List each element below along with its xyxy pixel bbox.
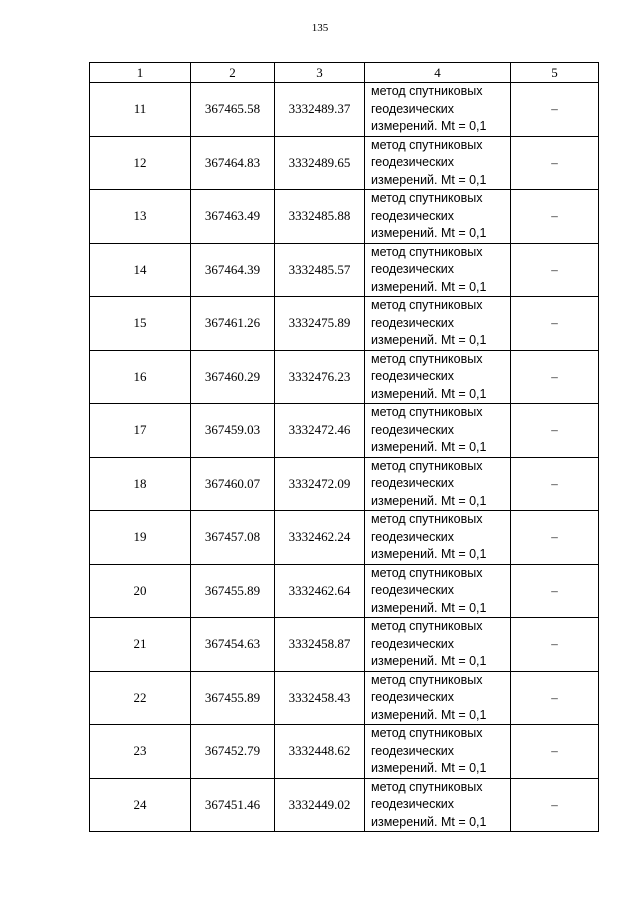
method-line: измерений. Mt = 0,1 <box>371 654 487 668</box>
method-line: измерений. Mt = 0,1 <box>371 333 487 347</box>
point-number-cell: 16 <box>90 350 191 404</box>
method-line: метод спутниковых <box>371 351 483 366</box>
method-cell <box>365 511 511 565</box>
method-line: метод спутниковых <box>371 726 483 740</box>
method-line: измерений. Mt = 0,1 <box>371 119 487 133</box>
note-cell: – <box>511 618 599 672</box>
table-row <box>90 350 599 404</box>
method-line: метод спутниковых <box>371 84 483 98</box>
method-cell <box>365 725 511 779</box>
note-cell: – <box>511 457 599 511</box>
method-line: метод спутниковых <box>371 191 483 205</box>
y-coordinate-cell: 3332485.57 <box>275 243 365 297</box>
method-cell <box>365 404 511 458</box>
method-line: измерений. Mt = 0,1 <box>371 600 487 615</box>
method-cell <box>365 457 511 511</box>
column-header-2: 2 <box>191 63 275 83</box>
method-line: метод спутниковых <box>371 298 483 312</box>
method-line: измерений. Mt = 0,1 <box>371 440 487 454</box>
method-line: геодезических <box>371 690 455 704</box>
method-line: геодезических <box>371 476 455 490</box>
method-line: измерений. Mt = 0,1 <box>371 226 487 240</box>
method-line: метод спутниковых <box>371 244 483 259</box>
point-number-cell: 14 <box>90 243 191 297</box>
point-number-cell: 22 <box>90 671 191 725</box>
table-row <box>90 725 599 779</box>
x-coordinate-cell: 367461.26 <box>191 297 275 351</box>
method-cell <box>365 243 511 297</box>
method-line: метод спутниковых <box>371 137 483 152</box>
note-cell: – <box>511 190 599 244</box>
y-coordinate-cell: 3332485.88 <box>275 190 365 244</box>
method-line: измерений. Mt = 0,1 <box>371 493 487 508</box>
y-coordinate-cell: 3332458.87 <box>275 618 365 672</box>
x-coordinate-cell: 367455.89 <box>191 564 275 618</box>
note-cell: – <box>511 404 599 458</box>
column-header-4: 4 <box>365 63 511 83</box>
x-coordinate-cell: 367464.39 <box>191 243 275 297</box>
method-line: геодезических <box>371 422 455 437</box>
page-number: 135 <box>311 22 329 34</box>
table-row <box>90 243 599 297</box>
method-cell <box>365 297 511 351</box>
x-coordinate-cell: 367464.83 <box>191 136 275 190</box>
note-cell: – <box>511 297 599 351</box>
y-coordinate-cell: 3332489.65 <box>275 136 365 190</box>
method-line: метод спутниковых <box>371 672 483 687</box>
method-cell <box>365 190 511 244</box>
y-coordinate-cell: 3332475.89 <box>275 297 365 351</box>
note-cell: – <box>511 83 599 137</box>
table-header <box>90 63 599 83</box>
point-number-cell: 21 <box>90 618 191 672</box>
point-number-cell: 19 <box>90 511 191 565</box>
x-coordinate-cell: 367460.29 <box>191 350 275 404</box>
method-cell <box>365 778 511 832</box>
y-coordinate-cell: 3332489.37 <box>275 83 365 137</box>
table-row <box>90 618 599 672</box>
point-number-cell: 23 <box>90 725 191 779</box>
method-line: метод спутниковых <box>371 458 483 473</box>
x-coordinate-cell: 367452.79 <box>191 725 275 779</box>
coordinates-table <box>89 62 599 832</box>
point-number-cell: 15 <box>90 297 191 351</box>
table-row <box>90 778 599 832</box>
x-coordinate-cell: 367463.49 <box>191 190 275 244</box>
table-row <box>90 83 599 137</box>
x-coordinate-cell: 367457.08 <box>191 511 275 565</box>
note-cell: – <box>511 564 599 618</box>
point-number-cell: 20 <box>90 564 191 618</box>
y-coordinate-cell: 3332472.09 <box>275 457 365 511</box>
point-number-cell: 11 <box>90 83 191 137</box>
point-number-cell: 24 <box>90 778 191 832</box>
y-coordinate-cell: 3332448.62 <box>275 725 365 779</box>
x-coordinate-cell: 367451.46 <box>191 778 275 832</box>
header-row <box>90 63 599 83</box>
method-cell <box>365 671 511 725</box>
y-coordinate-cell: 3332449.02 <box>275 778 365 832</box>
y-coordinate-cell: 3332472.46 <box>275 404 365 458</box>
method-line: измерений. Mt = 0,1 <box>371 279 487 294</box>
method-line: измерений. Mt = 0,1 <box>371 547 487 561</box>
column-header-5: 5 <box>511 63 599 83</box>
point-number-cell: 18 <box>90 457 191 511</box>
note-cell: – <box>511 243 599 297</box>
note-cell: – <box>511 725 599 779</box>
x-coordinate-cell: 367455.89 <box>191 671 275 725</box>
method-cell <box>365 83 511 137</box>
column-header-3: 3 <box>275 63 365 83</box>
method-cell <box>365 350 511 404</box>
method-line: геодезических <box>371 583 455 597</box>
y-coordinate-cell: 3332462.24 <box>275 511 365 565</box>
method-line: геодезических <box>371 743 455 758</box>
note-cell: – <box>511 350 599 404</box>
method-line: измерений. Mt = 0,1 <box>371 814 487 829</box>
point-number-cell: 17 <box>90 404 191 458</box>
method-line: измерений. Mt = 0,1 <box>371 761 487 775</box>
x-coordinate-cell: 367459.03 <box>191 404 275 458</box>
y-coordinate-cell: 3332458.43 <box>275 671 365 725</box>
method-line: измерений. Mt = 0,1 <box>371 172 487 187</box>
table-row <box>90 671 599 725</box>
column-header-1: 1 <box>90 63 191 83</box>
method-line: измерений. Mt = 0,1 <box>371 707 487 722</box>
method-line: метод спутниковых <box>371 512 483 526</box>
method-cell <box>365 564 511 618</box>
method-line: геодезических <box>371 208 455 223</box>
note-cell: – <box>511 136 599 190</box>
note-cell: – <box>511 671 599 725</box>
method-cell <box>365 618 511 672</box>
method-line: геодезических <box>371 636 455 651</box>
y-coordinate-cell: 3332476.23 <box>275 350 365 404</box>
table-row <box>90 457 599 511</box>
note-cell: – <box>511 511 599 565</box>
method-line: геодезических <box>371 155 455 169</box>
method-line: геодезических <box>371 529 455 544</box>
note-cell: – <box>511 778 599 832</box>
method-line: метод спутниковых <box>371 565 483 580</box>
x-coordinate-cell: 367460.07 <box>191 457 275 511</box>
table-body <box>90 83 599 832</box>
method-line: геодезических <box>371 315 455 330</box>
point-number-cell: 13 <box>90 190 191 244</box>
x-coordinate-cell: 367454.63 <box>191 618 275 672</box>
method-line: геодезических <box>371 369 455 383</box>
method-line: метод спутниковых <box>371 405 483 419</box>
method-line: метод спутниковых <box>371 779 483 794</box>
method-line: измерений. Mt = 0,1 <box>371 386 487 401</box>
x-coordinate-cell: 367465.58 <box>191 83 275 137</box>
method-line: метод спутниковых <box>371 619 483 633</box>
method-line: геодезических <box>371 262 455 276</box>
method-line: геодезических <box>371 101 455 116</box>
table-row <box>90 190 599 244</box>
y-coordinate-cell: 3332462.64 <box>275 564 365 618</box>
table-row <box>90 297 599 351</box>
method-cell <box>365 136 511 190</box>
table-row <box>90 511 599 565</box>
table-row <box>90 564 599 618</box>
method-line: геодезических <box>371 797 455 811</box>
table-row <box>90 136 599 190</box>
table-row <box>90 404 599 458</box>
point-number-cell: 12 <box>90 136 191 190</box>
